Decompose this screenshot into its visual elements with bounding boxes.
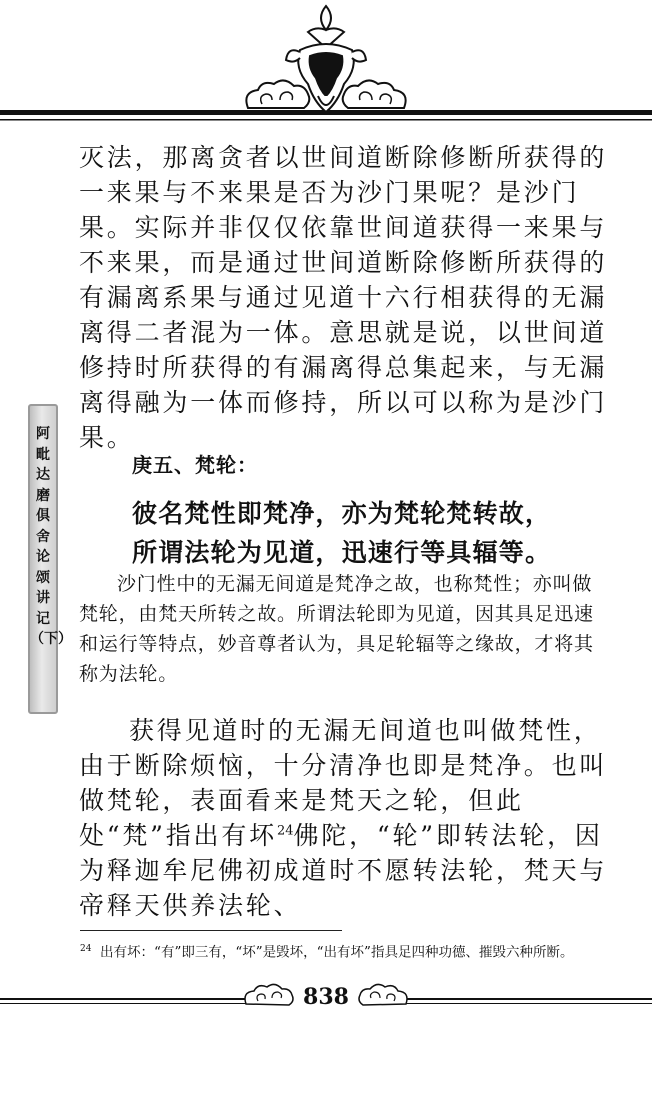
footnote xyxy=(80,939,608,963)
footer xyxy=(0,978,652,1018)
conch-ornament-icon xyxy=(0,0,652,130)
footnote-number: 24 xyxy=(80,944,92,954)
paragraph-2-text-b: 佛陀，“轮”即转法轮，因为释迦牟尼佛初成道时不愿转法轮，梵天与帝释天供养法轮、 xyxy=(79,821,608,920)
commentary-paragraph: 沙门性中的无漏无间道是梵净之故，也称梵性；亦叫做梵轮，由梵天所转之故。所谓法轮即为见道，因其具足迅速和运行等特点，妙音尊者认为，具足轮辐等之缘故，才将其称为法轮。 xyxy=(79,573,594,685)
paragraph-1: 灭法，那离贪者以世间道断除修断所获得的一来果与不来果是否为沙门果呢？是沙门果。实际并非仅仅依靠世间道获得一来果与不来果，而是通过世间道断除修断所获得的有漏离系果与通过见道十六行相获得的无漏离得二者混为一体。意思就是说，以世间道修持时所获得的有漏离得总集起来，与无漏离得融为一体而修持，所以可以称为是沙门果。 xyxy=(79,143,608,452)
footnote-reference: 24 xyxy=(276,823,294,839)
paragraph-2 xyxy=(79,713,609,923)
footnote-divider xyxy=(80,930,342,931)
verse-line-1: 彼名梵性即梵净，亦为梵轮梵转故， xyxy=(132,499,552,528)
header-ornament xyxy=(0,0,652,130)
page-number: 838 xyxy=(303,984,349,1010)
section-heading: 庚五、梵轮： xyxy=(132,453,258,477)
paragraph-2-text-a: 获得见道时的无漏无间道也叫做梵性，由于断除烦恼，十分清净也即是梵净。也叫做梵轮，表面看来是梵天之轮，但此处“梵”指出有坏 xyxy=(79,716,608,850)
footnote-text: 出有坏：“有”即三有，“坏”是毁坏，“出有坏”指具足四种功德、摧毁六种所断。 xyxy=(100,944,574,961)
book-title: 阿毗达磨俱舍论颂讲记（下） xyxy=(30,426,72,647)
book-title-side-tab xyxy=(28,404,72,714)
verse-line-2: 所谓法轮为见道，迅速行等具辐等。 xyxy=(132,538,552,567)
